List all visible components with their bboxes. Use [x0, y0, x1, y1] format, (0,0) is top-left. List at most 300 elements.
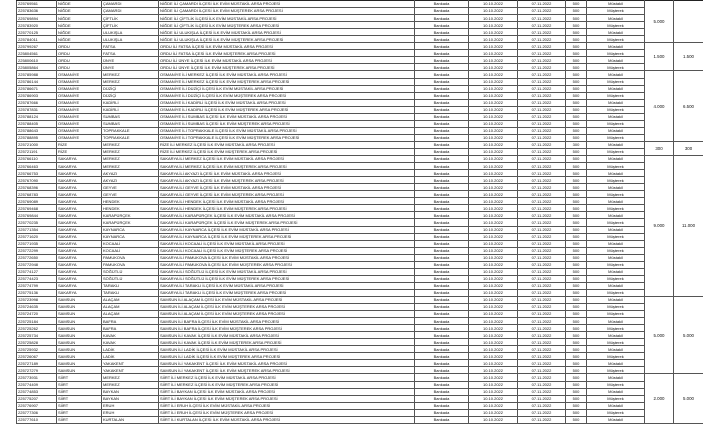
cell-baslangic-tarihi: 10.10.2022 [469, 416, 518, 423]
cell-tip: Müşterek [587, 191, 645, 198]
cell-durum: Bankada [415, 282, 469, 289]
cell-durum: Bankada [415, 92, 469, 99]
cell-bitis-tarihi: 07.11.2022 [518, 36, 566, 43]
cell-tip: Müstakil [587, 43, 645, 50]
cell-bitis-tarihi: 07.11.2022 [518, 64, 566, 71]
cell-il: OSMANİYE [57, 71, 102, 78]
table-row [17, 402, 703, 409]
cell-il: SAMSUN [57, 311, 102, 318]
cell-baslangic-tarihi: 10.10.2022 [469, 64, 518, 71]
table-row [17, 388, 703, 395]
cell-il: SAKARYA [57, 226, 102, 233]
cell-proje-adi: ORDU İLİ ÜNYE İLÇESİ İLK EVİM MÜŞTEREK ARSA PROJESİ [159, 64, 415, 71]
cell-tip: Müstakil [587, 282, 645, 289]
cell-tip: Müşterek [587, 36, 645, 43]
cell-tip: Müstakil [587, 156, 645, 163]
table-row [17, 50, 703, 57]
cell-il: SAKARYA [57, 191, 102, 198]
cell-ilan-no: 225788405 [17, 120, 57, 127]
cell-ilan-no: 225769844 [17, 212, 57, 219]
cell-ilan-no: 225787831 [17, 106, 57, 113]
cell-miktar: 500 [566, 261, 587, 268]
cell-miktar: 500 [566, 247, 587, 254]
cell-il: OSMANİYE [57, 106, 102, 113]
table-row [17, 148, 703, 155]
cell-ilce: ALAÇAM [102, 296, 159, 303]
cell-ilan-no: 225725828 [17, 339, 57, 346]
cell-il: SAKARYA [57, 212, 102, 219]
cell-proje-adi: SİİRT İLİ KURTALAN İLÇESİ İLK EVİM MÜSTAKİL ARSA PROJESİ [159, 416, 415, 423]
cell-proje-adi: ORDU İLİ ÜNYE İLÇESİ İLK EVİM MÜSTAKİL ARSA PROJESİ [159, 57, 415, 64]
cell-durum: Bankada [415, 332, 469, 339]
table-row [17, 346, 703, 353]
cell-ilan-no: 225772650 [17, 254, 57, 261]
cell-baslangic-tarihi: 10.10.2022 [469, 170, 518, 177]
cell-miktar: 500 [566, 50, 587, 57]
cell-durum: Bankada [415, 353, 469, 360]
cell-miktar: 500 [566, 381, 587, 388]
cell-miktar: 500 [566, 318, 587, 325]
cell-miktar: 500 [566, 92, 587, 99]
cell-il: OSMANİYE [57, 85, 102, 92]
cell-bitis-tarihi: 07.11.2022 [518, 388, 566, 395]
cell-proje-adi: SAKARYA İLİ TARAKLI İLÇESİ İLK EVİM MÜSTAKİL ARSA PROJESİ [159, 282, 415, 289]
cell-bitis-tarihi: 07.11.2022 [518, 92, 566, 99]
cell-baslangic-tarihi: 10.10.2022 [469, 409, 518, 416]
table-row [17, 177, 703, 184]
table-row [17, 127, 703, 134]
cell-baslangic-tarihi: 10.10.2022 [469, 8, 518, 15]
cell-durum: Bankada [415, 8, 469, 15]
cell-proje-adi: NİĞDE İLİ ÇİFTLİK İLÇESİ İLK EVİM MÜŞTEREK ARSA PROJESİ [159, 22, 415, 29]
cell-ilce: BAYKAN [102, 388, 159, 395]
cell-tip: Müşterek [587, 8, 645, 15]
cell-ilan-no: 225724635 [17, 304, 57, 311]
cell-ilan-no: 225804561 [17, 50, 57, 57]
cell-durum: Bankada [415, 85, 469, 92]
cell-tip: Müstakil [587, 113, 645, 120]
cell-miktar: 500 [566, 219, 587, 226]
cell-proje-adi: SAKARYA İLİ KOCAALİ İLÇESİ İLK EVİM MÜŞTEREK ARSA PROJESİ [159, 247, 415, 254]
cell-durum: Bankada [415, 205, 469, 212]
cell-ilan-no: 225769468 [17, 205, 57, 212]
cell-proje-adi: SAMSUN İLİ YAKAKENT İLÇESİ İLK EVİM MÜŞTEREK ARSA PROJESİ [159, 367, 415, 374]
cell-ilce: LADİK [102, 353, 159, 360]
cell-tip: Müstakil [587, 318, 645, 325]
cell-il: OSMANİYE [57, 120, 102, 127]
table-row [17, 254, 703, 261]
table-row [17, 43, 703, 50]
cell-miktar: 500 [566, 367, 587, 374]
cell-durum: Bankada [415, 416, 469, 423]
cell-ilce: ÇİFTLİK [102, 22, 159, 29]
cell-bitis-tarihi: 07.11.2022 [518, 50, 566, 57]
cell-ilce: MERKEZ [102, 71, 159, 78]
cell-ilce: PAMUKOVA [102, 261, 159, 268]
cell-il: ORDU [57, 57, 102, 64]
cell-ilan-no: 225766463 [17, 163, 57, 170]
cell-il: NİĞDE [57, 22, 102, 29]
cell-ilce: TARAKLI [102, 289, 159, 296]
cell-ilce: BAFRA [102, 318, 159, 325]
cell-tip: Müstakil [587, 416, 645, 423]
cell-bitis-tarihi: 07.11.2022 [518, 120, 566, 127]
cell-il: SAMSUN [57, 346, 102, 353]
table-row [17, 296, 703, 303]
cell-bitis-tarihi: 07.11.2022 [518, 170, 566, 177]
cell-il: NİĞDE [57, 36, 102, 43]
cell-proje-adi: ORDU İLİ FATSA İLÇESİ İLK EVİM MÜŞTEREK ARSA PROJESİ [159, 50, 415, 57]
cell-baslangic-tarihi: 10.10.2022 [469, 318, 518, 325]
cell-bitis-tarihi: 07.11.2022 [518, 127, 566, 134]
cell-proje-adi: SİİRT İLİ BAYKAN İLÇESİ İLK EVİM MÜŞTEREK ARSA PROJESİ [159, 395, 415, 402]
cell-bitis-tarihi: 07.11.2022 [518, 311, 566, 318]
cell-durum: Bankada [415, 339, 469, 346]
cell-durum: Bankada [415, 29, 469, 36]
cell-tip: Müşterek [587, 78, 645, 85]
table-row [17, 134, 703, 141]
table-row [17, 226, 703, 233]
cell-il: SAKARYA [57, 198, 102, 205]
cell-bitis-tarihi: 07.11.2022 [518, 416, 566, 423]
group-total-cell: 300 [645, 141, 674, 155]
cell-ilce: MERKEZ [102, 374, 159, 381]
cell-tip: Müşterek [587, 325, 645, 332]
cell-durum: Bankada [415, 240, 469, 247]
cell-ilan-no: 225771935 [17, 240, 57, 247]
cell-durum: Bankada [415, 381, 469, 388]
cell-proje-adi: SAMSUN İLİ LADİK İLÇESİ İLK EVİM MÜSTAKİL ARSA PROJESİ [159, 346, 415, 353]
cell-proje-adi: SAKARYA İLİ KOCAALİ İLÇESİ İLK EVİM MÜSTAKİL ARSA PROJESİ [159, 240, 415, 247]
cell-baslangic-tarihi: 10.10.2022 [469, 184, 518, 191]
cell-tip: Müstakil [587, 402, 645, 409]
cell-ilan-no: 225784011 [17, 36, 57, 43]
cell-durum: Bankada [415, 170, 469, 177]
cell-bitis-tarihi: 07.11.2022 [518, 226, 566, 233]
cell-ilce: ÜNYE [102, 64, 159, 71]
cell-proje-adi: NİĞDE İLİ ÇAMARDI İLÇESİ İLK EVİM MÜŞTEREK ARSA PROJESİ [159, 8, 415, 15]
table-row [17, 113, 703, 120]
cell-ilan-no: 225766753 [17, 170, 57, 177]
table-row [17, 268, 703, 275]
cell-bitis-tarihi: 07.11.2022 [518, 275, 566, 282]
cell-miktar: 500 [566, 233, 587, 240]
cell-baslangic-tarihi: 10.10.2022 [469, 325, 518, 332]
cell-proje-adi: OSMANİYE İLİ SUMBAS İLÇESİ İLK EVİM MÜŞTEREK ARSA PROJESİ [159, 120, 415, 127]
cell-tip: Müşterek [587, 304, 645, 311]
cell-tip: Müstakil [587, 212, 645, 219]
cell-baslangic-tarihi: 10.10.2022 [469, 71, 518, 78]
cell-durum: Bankada [415, 141, 469, 148]
cell-miktar: 500 [566, 29, 587, 36]
cell-tip: Müstakil [587, 29, 645, 36]
table-row [17, 156, 703, 163]
cell-proje-adi: OSMANİYE İLİ MERKEZ İLÇESİ İLK EVİM MÜŞTEREK ARSA PROJESİ [159, 78, 415, 85]
cell-ilce: MERKEZ [102, 78, 159, 85]
cell-ilan-no: 225774409 [17, 381, 57, 388]
cell-il: NİĞDE [57, 15, 102, 22]
cell-ilan-no: 225726067 [17, 353, 57, 360]
cell-bitis-tarihi: 07.11.2022 [518, 261, 566, 268]
cell-miktar: 500 [566, 57, 587, 64]
cell-miktar: 500 [566, 240, 587, 247]
cell-ilan-no: 225788124 [17, 113, 57, 120]
cell-durum: Bankada [415, 219, 469, 226]
cell-bitis-tarihi: 07.11.2022 [518, 177, 566, 184]
cell-proje-adi: OSMANİYE İLİ SUMBAS İLÇESİ İLK EVİM MÜSTAKİL ARSA PROJESİ [159, 113, 415, 120]
cell-il: SİİRT [57, 374, 102, 381]
cell-miktar: 500 [566, 71, 587, 78]
cell-ilan-no: 225788643 [17, 127, 57, 134]
cell-proje-adi: SAMSUN İLİ LADİK İLÇESİ İLK EVİM MÜŞTEREK ARSA PROJESİ [159, 353, 415, 360]
cell-proje-adi: SAKARYA İLİ AKYAZI İLÇESİ İLK EVİM MÜSTAKİL ARSA PROJESİ [159, 170, 415, 177]
table-row [17, 198, 703, 205]
cell-il: SAMSUN [57, 332, 102, 339]
cell-bitis-tarihi: 07.11.2022 [518, 409, 566, 416]
cell-miktar: 500 [566, 156, 587, 163]
cell-durum: Bankada [415, 261, 469, 268]
cell-proje-adi: RİZE İLİ MERKEZ İLÇESİ İLK EVİM MÜSTAKİL ARSA PROJESİ [159, 141, 415, 148]
cell-bitis-tarihi: 07.11.2022 [518, 148, 566, 155]
cell-proje-adi: SAKARYA İLİ HENDEK İLÇESİ İLK EVİM MÜŞTEREK ARSA PROJESİ [159, 205, 415, 212]
table-row [17, 85, 703, 92]
cell-proje-adi: SAKARYA İLİ MERKEZ İLÇESİ İLK EVİM MÜSTAKİL ARSA PROJESİ [159, 156, 415, 163]
table-row [17, 240, 703, 247]
cell-baslangic-tarihi: 10.10.2022 [469, 22, 518, 29]
cell-baslangic-tarihi: 10.10.2022 [469, 15, 518, 22]
cell-baslangic-tarihi: 10.10.2022 [469, 268, 518, 275]
cell-ilan-no: 225772948 [17, 261, 57, 268]
cell-il: NİĞDE [57, 29, 102, 36]
cell-il: OSMANİYE [57, 92, 102, 99]
cell-durum: Bankada [415, 318, 469, 325]
cell-proje-adi: SAKARYA İLİ PAMUKOVA İLÇESİ İLK EVİM MÜŞTEREK ARSA PROJESİ [159, 261, 415, 268]
cell-miktar: 500 [566, 332, 587, 339]
cell-tip: Müşterek [587, 163, 645, 170]
cell-proje-adi: SAKARYA İLİ SÖĞÜTLÜ İLÇESİ İLK EVİM MÜSTAKİL ARSA PROJESİ [159, 268, 415, 275]
cell-proje-adi: SAKARYA İLİ PAMUKOVA İLÇESİ İLK EVİM MÜSTAKİL ARSA PROJESİ [159, 254, 415, 261]
cell-bitis-tarihi: 07.11.2022 [518, 99, 566, 106]
cell-proje-adi: SAKARYA İLİ KAYNARCA İLÇESİ İLK EVİM MÜŞTEREK ARSA PROJESİ [159, 233, 415, 240]
cell-tip: Müşterek [587, 353, 645, 360]
cell-il: SAMSUN [57, 325, 102, 332]
cell-baslangic-tarihi: 10.10.2022 [469, 296, 518, 303]
data-table [16, 0, 703, 424]
cell-baslangic-tarihi: 10.10.2022 [469, 99, 518, 106]
cell-ilce: KAYNARCA [102, 226, 159, 233]
cell-il: SAKARYA [57, 289, 102, 296]
table-row [17, 163, 703, 170]
group-total-cell: 4.000 [645, 71, 674, 141]
cell-baslangic-tarihi: 10.10.2022 [469, 240, 518, 247]
cell-bitis-tarihi: 07.11.2022 [518, 163, 566, 170]
cell-proje-adi: ORDU İLİ FATSA İLÇESİ İLK EVİM MÜSTAKİL ARSA PROJESİ [159, 43, 415, 50]
cell-tip: Müstakil [587, 15, 645, 22]
table-row [17, 106, 703, 113]
cell-tip: Müşterek [587, 64, 645, 71]
cell-proje-adi: SAMSUN İLİ KAVAK İLÇESİ İLK EVİM MÜŞTEREK ARSA PROJESİ [159, 339, 415, 346]
table-row [17, 261, 703, 268]
table-row [17, 332, 703, 339]
cell-tip: Müstakil [587, 99, 645, 106]
cell-ilan-no: 225772299 [17, 247, 57, 254]
cell-miktar: 500 [566, 127, 587, 134]
cell-tip: Müstakil [587, 57, 645, 64]
cell-il: SAKARYA [57, 247, 102, 254]
cell-ilan-no: 225727279 [17, 367, 57, 374]
cell-baslangic-tarihi: 10.10.2022 [469, 212, 518, 219]
cell-bitis-tarihi: 07.11.2022 [518, 360, 566, 367]
table-body [17, 1, 703, 424]
cell-miktar: 500 [566, 198, 587, 205]
cell-ilce: ERUH [102, 409, 159, 416]
cell-ilce: KAVAK [102, 339, 159, 346]
cell-ilan-no: 225727189 [17, 360, 57, 367]
cell-ilce: KOCAALİ [102, 247, 159, 254]
cell-ilce: LADİK [102, 346, 159, 353]
cell-baslangic-tarihi: 10.10.2022 [469, 191, 518, 198]
cell-ilan-no: 225723998 [17, 296, 57, 303]
table-row [17, 141, 703, 148]
cell-bitis-tarihi: 07.11.2022 [518, 1, 566, 8]
cell-ilan-no: 225767090 [17, 177, 57, 184]
cell-durum: Bankada [415, 120, 469, 127]
cell-proje-adi: NİĞDE İLİ ÇİFTLİK İLÇESİ İLK EVİM MÜSTAKİL ARSA PROJESİ [159, 15, 415, 22]
cell-ilce: KAVAK [102, 332, 159, 339]
cell-baslangic-tarihi: 10.10.2022 [469, 156, 518, 163]
cell-proje-adi: SAKARYA İLİ KAYNARCA İLÇESİ İLK EVİM MÜSTAKİL ARSA PROJESİ [159, 226, 415, 233]
cell-durum: Bankada [415, 367, 469, 374]
cell-bitis-tarihi: 07.11.2022 [518, 212, 566, 219]
cell-baslangic-tarihi: 10.10.2022 [469, 388, 518, 395]
cell-bitis-tarihi: 07.11.2022 [518, 134, 566, 141]
province-total-cell [674, 1, 703, 43]
cell-baslangic-tarihi: 10.10.2022 [469, 374, 518, 381]
cell-durum: Bankada [415, 36, 469, 43]
province-total-cell: 300 [674, 141, 703, 155]
cell-ilce: BAYKAN [102, 395, 159, 402]
cell-ilce: YAKAKENT [102, 367, 159, 374]
cell-ilan-no: 225773931 [17, 374, 57, 381]
cell-proje-adi: OSMANİYE İLİ KADİRLİ İLÇESİ İLK EVİM MÜŞTEREK ARSA PROJESİ [159, 106, 415, 113]
cell-durum: Bankada [415, 57, 469, 64]
cell-ilan-no: 225774799 [17, 282, 57, 289]
cell-ilan-no: 225725262 [17, 325, 57, 332]
cell-ilce: YAKAKENT [102, 360, 159, 367]
cell-ilce: PAMUKOVA [102, 254, 159, 261]
table-row [17, 289, 703, 296]
cell-bitis-tarihi: 07.11.2022 [518, 402, 566, 409]
cell-proje-adi: SAKARYA İLİ TARAKLI İLÇESİ İLK EVİM MÜŞTEREK ARSA PROJESİ [159, 289, 415, 296]
cell-tip: Müstakil [587, 170, 645, 177]
cell-ilce: MERKEZ [102, 381, 159, 388]
cell-baslangic-tarihi: 10.10.2022 [469, 43, 518, 50]
cell-miktar: 500 [566, 388, 587, 395]
cell-durum: Bankada [415, 296, 469, 303]
cell-ilan-no: 225783920 [17, 22, 57, 29]
cell-bitis-tarihi: 07.11.2022 [518, 254, 566, 261]
cell-ilce: MERKEZ [102, 141, 159, 148]
cell-il: OSMANİYE [57, 99, 102, 106]
cell-bitis-tarihi: 07.11.2022 [518, 233, 566, 240]
cell-miktar: 500 [566, 64, 587, 71]
cell-durum: Bankada [415, 134, 469, 141]
cell-tip: Müstakil [587, 1, 645, 8]
cell-durum: Bankada [415, 99, 469, 106]
cell-proje-adi: OSMANİYE İLİ KADİRLİ İLÇESİ İLK EVİM MÜSTAKİL ARSA PROJESİ [159, 99, 415, 106]
cell-ilce: SUMBAS [102, 113, 159, 120]
cell-durum: Bankada [415, 64, 469, 71]
table-row [17, 275, 703, 282]
cell-tip: Müstakil [587, 332, 645, 339]
cell-baslangic-tarihi: 10.10.2022 [469, 275, 518, 282]
province-total-cell: 11.000 [674, 156, 703, 297]
cell-durum: Bankada [415, 289, 469, 296]
table-row [17, 353, 703, 360]
cell-bitis-tarihi: 07.11.2022 [518, 113, 566, 120]
cell-miktar: 500 [566, 353, 587, 360]
cell-ilce: AKYAZI [102, 170, 159, 177]
cell-miktar: 500 [566, 395, 587, 402]
cell-tip: Müşterek [587, 339, 645, 346]
cell-miktar: 500 [566, 22, 587, 29]
cell-bitis-tarihi: 07.11.2022 [518, 15, 566, 22]
cell-bitis-tarihi: 07.11.2022 [518, 71, 566, 78]
cell-baslangic-tarihi: 10.10.2022 [469, 198, 518, 205]
cell-durum: Bankada [415, 311, 469, 318]
cell-ilan-no: 225768783 [17, 191, 57, 198]
cell-proje-adi: SAKARYA İLİ GEYVE İLÇESİ İLK EVİM MÜŞTEREK ARSA PROJESİ [159, 191, 415, 198]
cell-bitis-tarihi: 07.11.2022 [518, 22, 566, 29]
cell-miktar: 500 [566, 205, 587, 212]
cell-ilce: KARAPÜRÇEK [102, 212, 159, 219]
cell-bitis-tarihi: 07.11.2022 [518, 304, 566, 311]
cell-miktar: 500 [566, 134, 587, 141]
cell-durum: Bankada [415, 22, 469, 29]
cell-il: OSMANİYE [57, 113, 102, 120]
cell-durum: Bankada [415, 50, 469, 57]
cell-il: OSMANİYE [57, 78, 102, 85]
cell-il: NİĞDE [57, 8, 102, 15]
cell-durum: Bankada [415, 304, 469, 311]
cell-ilan-no: 225769894 [17, 15, 57, 22]
cell-il: SAMSUN [57, 339, 102, 346]
cell-proje-adi: SAMSUN İLİ ALAÇAM İLÇESİ İLK EVİM MÜŞTEREK ARSA PROJESİ [159, 311, 415, 318]
cell-bitis-tarihi: 07.11.2022 [518, 346, 566, 353]
table-row [17, 78, 703, 85]
table-row [17, 395, 703, 402]
cell-ilan-no: 225783636 [17, 8, 57, 15]
cell-ilce: ÜNYE [102, 57, 159, 64]
cell-ilce: MERKEZ [102, 156, 159, 163]
cell-miktar: 500 [566, 78, 587, 85]
cell-il: ORDU [57, 50, 102, 57]
cell-baslangic-tarihi: 10.10.2022 [469, 332, 518, 339]
cell-bitis-tarihi: 07.11.2022 [518, 325, 566, 332]
cell-tip: Müşterek [587, 261, 645, 268]
cell-miktar: 500 [566, 311, 587, 318]
cell-durum: Bankada [415, 156, 469, 163]
cell-ilan-no: 225787666 [17, 99, 57, 106]
cell-bitis-tarihi: 07.11.2022 [518, 219, 566, 226]
cell-il: SAKARYA [57, 156, 102, 163]
cell-ilan-no: 225786671 [17, 85, 57, 92]
cell-miktar: 500 [566, 409, 587, 416]
cell-durum: Bankada [415, 71, 469, 78]
cell-miktar: 500 [566, 106, 587, 113]
cell-miktar: 500 [566, 289, 587, 296]
table-row [17, 64, 703, 71]
